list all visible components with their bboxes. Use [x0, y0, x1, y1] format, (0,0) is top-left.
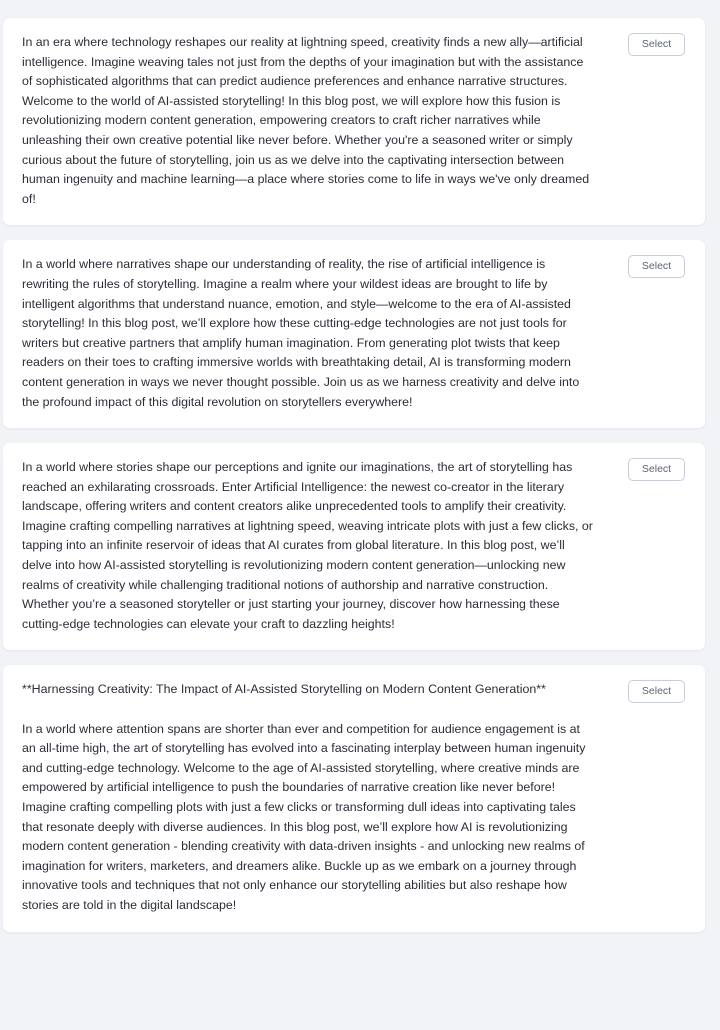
- response-option-card: [3, 240, 705, 428]
- response-option-card: [3, 18, 705, 225]
- response-option-text: **Harnessing Creativity: The Impact of AI-Assisted Storytelling on Modern Content Generation** In a world where attention spans are shorter than ever and competition for audience engagement is at an all-time high, the art of storytelling has evolved into a fascinating interplay between human ingenuity and cutting-edge technology. Welcome to the age of AI-assisted storytelling, where creative minds are empowered by artificial intelligence to push the boundaries of narrative creation like never before! Imagine crafting compelling plots with just a few clicks or transforming dull ideas into captivating tales that resonate deeply with diverse audiences. In this blog post, we’ll explore how AI is revolutionizing modern content generation - blending creativity with data-driven insights - and unlocking new realms of imagination for writers, marketers, and dreamers alike. Buckle up as we embark on a journey through innovative tools and techniques that not only enhance our storytelling abilities but also reshape how stories are told in the digital landscape!: [22, 682, 586, 912]
- response-option-text: In a world where stories shape our perceptions and ignite our imaginations, the art of storytelling has reached an exhilarating crossroads. Enter Artificial Intelligence: the newest co-creator in the literary landscape, offering writers and content creators alike unprecedented tools to amplify their creativity. Imagine crafting compelling narratives at lightning speed, weaving intricate plots with just a few clicks, or tapping into an infinite reservoir of ideas that AI curates from global literature. In this blog post, we’ll delve into how AI-assisted storytelling is revolutionizing modern content generation—unlocking new realms of creativity while challenging traditional notions of authorship and narrative construction. Whether you’re a seasoned storyteller or just starting your journey, discover how harnessing these cutting-edge technologies can elevate your craft to dazzling heights!: [22, 460, 597, 631]
- select-button[interactable]: Select: [628, 458, 685, 481]
- select-button[interactable]: Select: [628, 255, 685, 278]
- response-option-card: [3, 665, 705, 931]
- select-button[interactable]: Select: [628, 680, 685, 703]
- response-option-text: In a world where narratives shape our understanding of reality, the rise of artificial intelligence is rewriting the rules of storytelling. Imagine a realm where your wildest ideas are brought to life by intelligent algorithms that understand nuance, emotion, and style—welcome to the era of AI-assisted storytelling! In this blog post, we’ll explore how these cutting-edge technologies are not just tools for writers but creative partners that amplify human imagination. From generating plot twists that keep readers on their toes to crafting immersive worlds with breathtaking detail, AI is transforming modern content generation in ways we never thought possible. Join us as we harness creativity and delve into the profound impact of this digital revolution on storytellers everywhere!: [22, 257, 583, 409]
- select-button[interactable]: Select: [628, 33, 685, 56]
- response-option-card: [3, 443, 705, 650]
- response-option-text: In an era where technology reshapes our reality at lightning speed, creativity finds a new ally—artificial intelligence. Imagine weaving tales not just from the depths of your imagination but with the assistance of sophisticated algorithms that can predict audience preferences and enhance narrative structures. Welcome to the world of AI-assisted storytelling! In this blog post, we will explore how this fusion is revolutionizing modern content generation, empowering creators to craft richer narratives while unleashing their own creative potential like never before. Whether you're a seasoned writer or simply curious about the future of storytelling, join us as we delve into the captivating intersection between human ingenuity and machine learning—a place where stories come to life in ways we've only dreamed of!: [22, 35, 593, 206]
- response-options-list: [3, 18, 705, 947]
